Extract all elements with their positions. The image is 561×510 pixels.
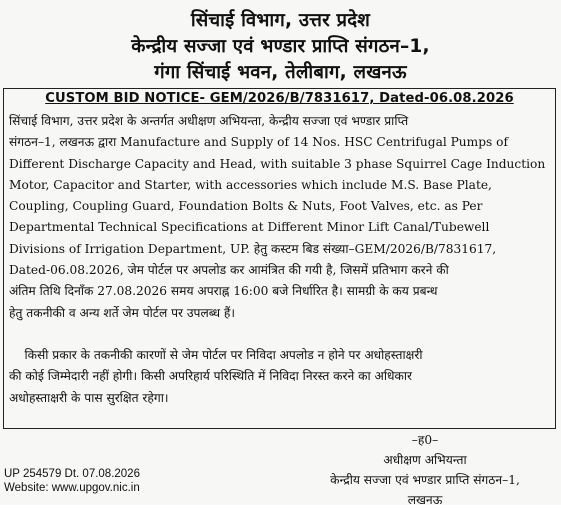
signatory-designation: अधीक्षण अभियन्ता: [383, 453, 467, 467]
paragraph-line: किसी प्रकार के तकनीकी कारणों से जेम पोर्टल पर निविदा अपलोड न होने पर अधोहस्ताक्षरी: [9, 348, 423, 362]
publication-footer: [4, 468, 140, 495]
header-line-department: सिंचाई विभाग, उत्तर प्रदेश: [190, 10, 371, 31]
notice-box: [3, 88, 556, 429]
paragraph-line: Dated-06.08.2026, जेम पोर्टल पर अपलोड कर आमंत्रित की गयी है, जिसमें प्रतिभाग करने की: [9, 263, 449, 278]
paragraph-line: हेतु तकनीकी व अन्य शर्ते जेम पोर्टल पर उपलब्ध हैं।: [9, 305, 236, 320]
paragraph-line: Coupling, Coupling Guard, Foundation Bolts & Nuts, Foot Valves, etc. as Per: [9, 199, 483, 214]
website-link[interactable]: Website: www.upgov.nic.in: [4, 481, 140, 494]
paragraph-line: अंतिम तिथि दिनॉंक 27.08.2026 समय अपराह्न 16:00 बजे निर्धारित है। सामग्री के कय प्रबन्ध: [9, 284, 438, 299]
notice-paragraph-1: [9, 111, 549, 324]
header-line-address: गंगा सिंचाई भवन, तेलीबाग, लखनऊ: [154, 62, 407, 83]
paragraph-line: Different Discharge Capacity and Head, with suitable 3 phase Squirrel Cage Induction: [9, 156, 546, 171]
notice-paragraph-2: [9, 345, 549, 409]
paragraph-line: अधोहस्ताक्षरी के पास सुरक्षित रहेगा।: [9, 390, 169, 405]
signed-mark: –ह0–: [411, 433, 439, 447]
header-line-organisation: केन्द्रीय सज्जा एवं भण्डार प्राप्ति संगठन–1,: [131, 36, 430, 57]
paragraph-line: सिंचाई विभाग, उत्तर प्रदेश के अन्तर्गत अधीक्षण अभियन्ता, केन्द्रीय सज्जा एवं भण्डार प्राप्ति: [9, 114, 409, 128]
paragraph-line: की कोई जिम्मेदारी नहीं होगी। किसी अपरिहार्य परिस्थिति में निविदा निरस्त करने का अधिकार: [9, 369, 412, 384]
paragraph-line: Departmental Technical Specifications at Different Minor Lift Canal/Tubewell: [9, 220, 490, 235]
paragraph-line: Motor, Capacitor and Starter, with accessories which include M.S. Base Plate,: [9, 177, 492, 192]
notice-title: CUSTOM BID NOTICE- GEM/2026/B/7831617, Dated-06.08.2026: [45, 91, 514, 106]
signature-block: [300, 430, 550, 510]
department-header: [0, 0, 561, 88]
signatory-office: केन्द्रीय सज्जा एवं भण्डार प्राप्ति संगठन–1,: [330, 473, 520, 487]
paragraph-line: संगठन–1, लखनऊ द्वारा Manufacture and Supply of 14 Nos. HSC Centrifugal Pumps of: [9, 135, 508, 150]
paragraph-line: Divisions of Irrigation Department, UP. हेतु कस्टम बिड संख्या–GEM/2026/B/7831617,: [9, 241, 497, 256]
publication-reference: UP 254579 Dt. 07.08.2026: [4, 468, 140, 480]
signatory-city: लखनऊ: [407, 493, 443, 507]
